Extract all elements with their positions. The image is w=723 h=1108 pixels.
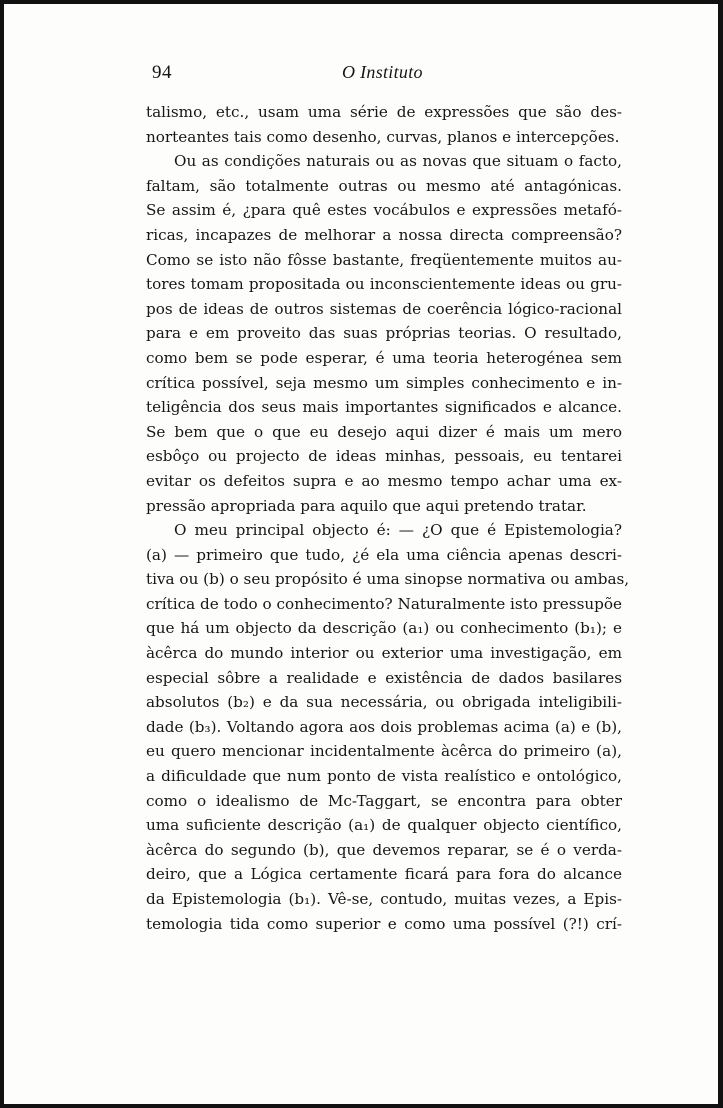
text-line: àcêrca do segundo (b), que devemos reparar, se é o verda- <box>146 840 622 859</box>
text-line: eu quero mencionar incidentalmente àcêrca do primeiro (a), <box>146 742 622 761</box>
journal-title: O Instituto <box>342 62 423 82</box>
text-line: para e em proveito das suas próprias teorias. O resultado, <box>146 324 622 343</box>
text-line: teligência dos seus mais importantes significados e alcance. <box>146 398 622 417</box>
text-line: Se assim é, ¿para quê estes vocábulos e expressões metafó- <box>146 201 622 220</box>
text-line: (a) — primeiro que tudo, ¿é ela uma ciência apenas descri- <box>146 545 622 564</box>
paragraph-start-line: Ou as condições naturais ou as novas que situam o facto, <box>174 152 622 171</box>
text-line: esbôço ou projecto de ideas minhas, pessoais, eu tentarei <box>146 447 622 466</box>
text-line: da Epistemologia (b₁). Vê-se, contudo, muitas vezes, a Epis- <box>146 890 622 908</box>
text-line: que há um objecto da descrição (a₁) ou conhecimento (b₁); e <box>146 619 622 638</box>
text-line: Como se isto não fôsse bastante, freqüentemente muitos au- <box>146 250 622 269</box>
running-head <box>146 60 622 90</box>
text-line: talismo, etc., usam uma série de expressões que são des- <box>146 103 622 121</box>
page-number: 94 <box>152 62 172 83</box>
paragraph-start-line: O meu principal objecto é: — ¿O que é Epistemologia? <box>174 521 622 540</box>
text-line: Se bem que o que eu desejo aqui dizer é mais um mero <box>146 422 622 441</box>
text-line: pos de ideas de outros sistemas de coerência lógico-racional <box>146 299 622 318</box>
text-line: como bem se pode esperar, é uma teoria heterogénea sem <box>146 348 622 367</box>
text-line: como o idealismo de Mc-Taggart, se encontra para obter <box>146 791 622 810</box>
text-line: deiro, que a Lógica certamente ficará para fora do alcance <box>146 865 622 884</box>
text-line: ricas, incapazes de melhorar a nossa directa compreensão? <box>146 225 622 244</box>
text-line: temologia tida como superior e como uma possível (?!) crí- <box>146 914 622 933</box>
text-line: pressão apropriada para aquilo que aqui pretendo tratar. <box>146 496 587 515</box>
text-line: evitar os defeitos supra e ao mesmo tempo achar uma ex- <box>146 471 622 490</box>
text-line: a dificuldade que num ponto de vista realístico e ontológico, <box>146 767 622 786</box>
text-line: tores tomam propositada ou inconscientemente ideas ou gru- <box>146 275 622 294</box>
text-line: dade (b₃). Voltando agora aos dois problemas acima (a) e (b), <box>146 717 622 736</box>
text-line: tiva ou (b) o seu propósito é uma sinopse normativa ou ambas, <box>146 570 630 589</box>
text-line: absolutos (b₂) e da sua necessária, ou obrigada inteligibili- <box>146 693 622 712</box>
text-line: crítica de todo o conhecimento? Naturalmente isto pressupõe <box>146 594 622 613</box>
text-line: especial sôbre a realidade e existência de dados basilares <box>146 668 622 687</box>
text-line: uma suficiente descrição (a₁) de qualquer objecto científico, <box>146 816 622 835</box>
text-line: crítica possível, seja mesmo um simples conhecimento e in- <box>146 373 622 392</box>
body-text <box>146 100 630 936</box>
book-page <box>146 60 630 936</box>
text-line: àcêrca do mundo interior ou exterior uma investigação, em <box>146 644 622 663</box>
text-line: faltam, são totalmente outras ou mesmo até antagónicas. <box>146 176 622 195</box>
text-line: norteantes tais como desenho, curvas, planos e intercepções. <box>146 127 620 146</box>
